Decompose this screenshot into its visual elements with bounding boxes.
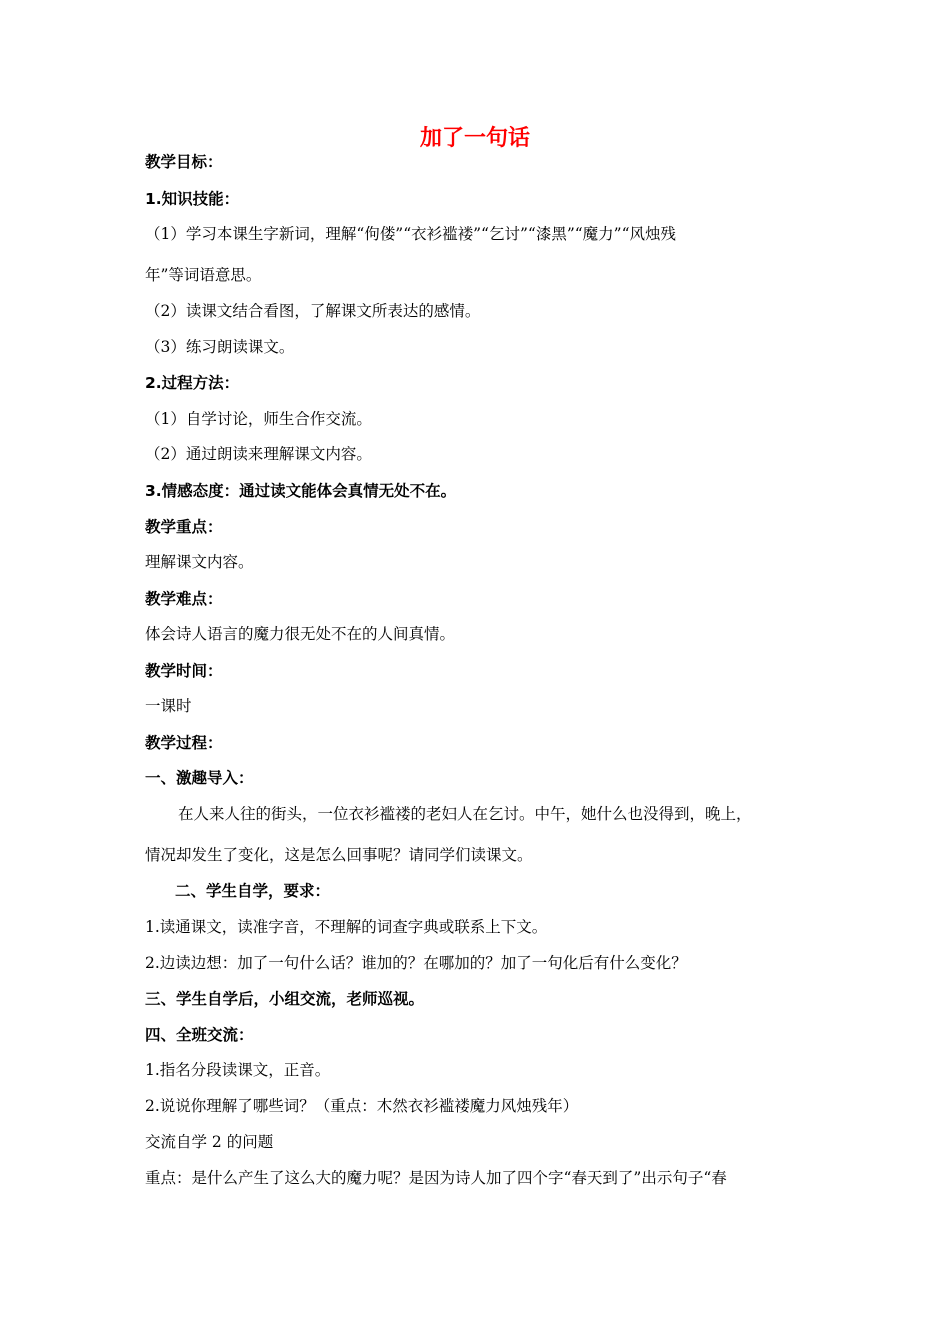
paragraph-line: （1）自学讨论，师生合作交流。	[145, 410, 372, 428]
paragraph-line: 理解课文内容。	[145, 553, 254, 571]
paragraph-line: 在人来人往的街头，一位衣衫褴褛的老妇人在乞讨。中午，她什么也没得到，晚上，	[178, 805, 752, 823]
heading-section-1: 一、激趣导入：	[145, 769, 254, 787]
paragraph-line: （1）学习本课生字新词，理解“佝偻”“衣衫褴褛”“乞讨”“漆黑”“魔力”“风烛残	[145, 225, 677, 243]
heading-knowledge-skills: 1.知识技能：	[145, 190, 240, 208]
paragraph-line: 体会诗人语言的魔力很无处不在的人间真情。	[145, 625, 456, 643]
heading-teaching-time: 教学时间：	[145, 662, 223, 680]
paragraph-line: （3）练习朗读课文。	[145, 338, 295, 356]
paragraph-line: 2.边读边想：加了一句什么话？谁加的？在哪加的？加了一句化后有什么变化？	[145, 954, 687, 972]
paragraph-line: 2.说说你理解了哪些词？（重点：木然衣衫褴褛魔力风烛残年）	[145, 1097, 579, 1115]
paragraph-line: （2）读课文结合看图，了解课文所表达的感情。	[145, 302, 481, 320]
paragraph-line: 重点：是什么产生了这么大的魔力呢？是因为诗人加了四个字“春天到了”出示句子“春	[145, 1169, 727, 1187]
heading-process-methods: 2.过程方法：	[145, 374, 240, 392]
heading-emotional-attitude: 3.情感态度：通过读文能体会真情无处不在。	[145, 482, 457, 500]
heading-key-points: 教学重点：	[145, 518, 223, 536]
heading-section-3: 三、学生自学后，小组交流，老师巡视。	[145, 990, 425, 1008]
paragraph-line: 交流自学 2 的问题	[145, 1133, 274, 1151]
heading-teaching-goals: 教学目标：	[145, 153, 223, 171]
paragraph-line: 年”等词语意思。	[145, 266, 262, 284]
heading-section-4: 四、全班交流：	[145, 1026, 254, 1044]
heading-difficulties: 教学难点：	[145, 590, 223, 608]
paragraph-line: 一课时	[145, 697, 192, 715]
paragraph-line: 情况却发生了变化，这是怎么回事呢？请同学们读课文。	[145, 846, 533, 864]
paragraph-line: 1.读通课文，读准字音，不理解的词查字典或联系上下文。	[145, 918, 548, 936]
document-title: 加了一句话	[419, 126, 530, 151]
paragraph-line: （2）通过朗读来理解课文内容。	[145, 445, 372, 463]
paragraph-line: 1.指名分段读课文，正音。	[145, 1061, 331, 1079]
heading-section-2: 二、学生自学，要求：	[175, 882, 331, 900]
heading-teaching-process: 教学过程：	[145, 734, 223, 752]
